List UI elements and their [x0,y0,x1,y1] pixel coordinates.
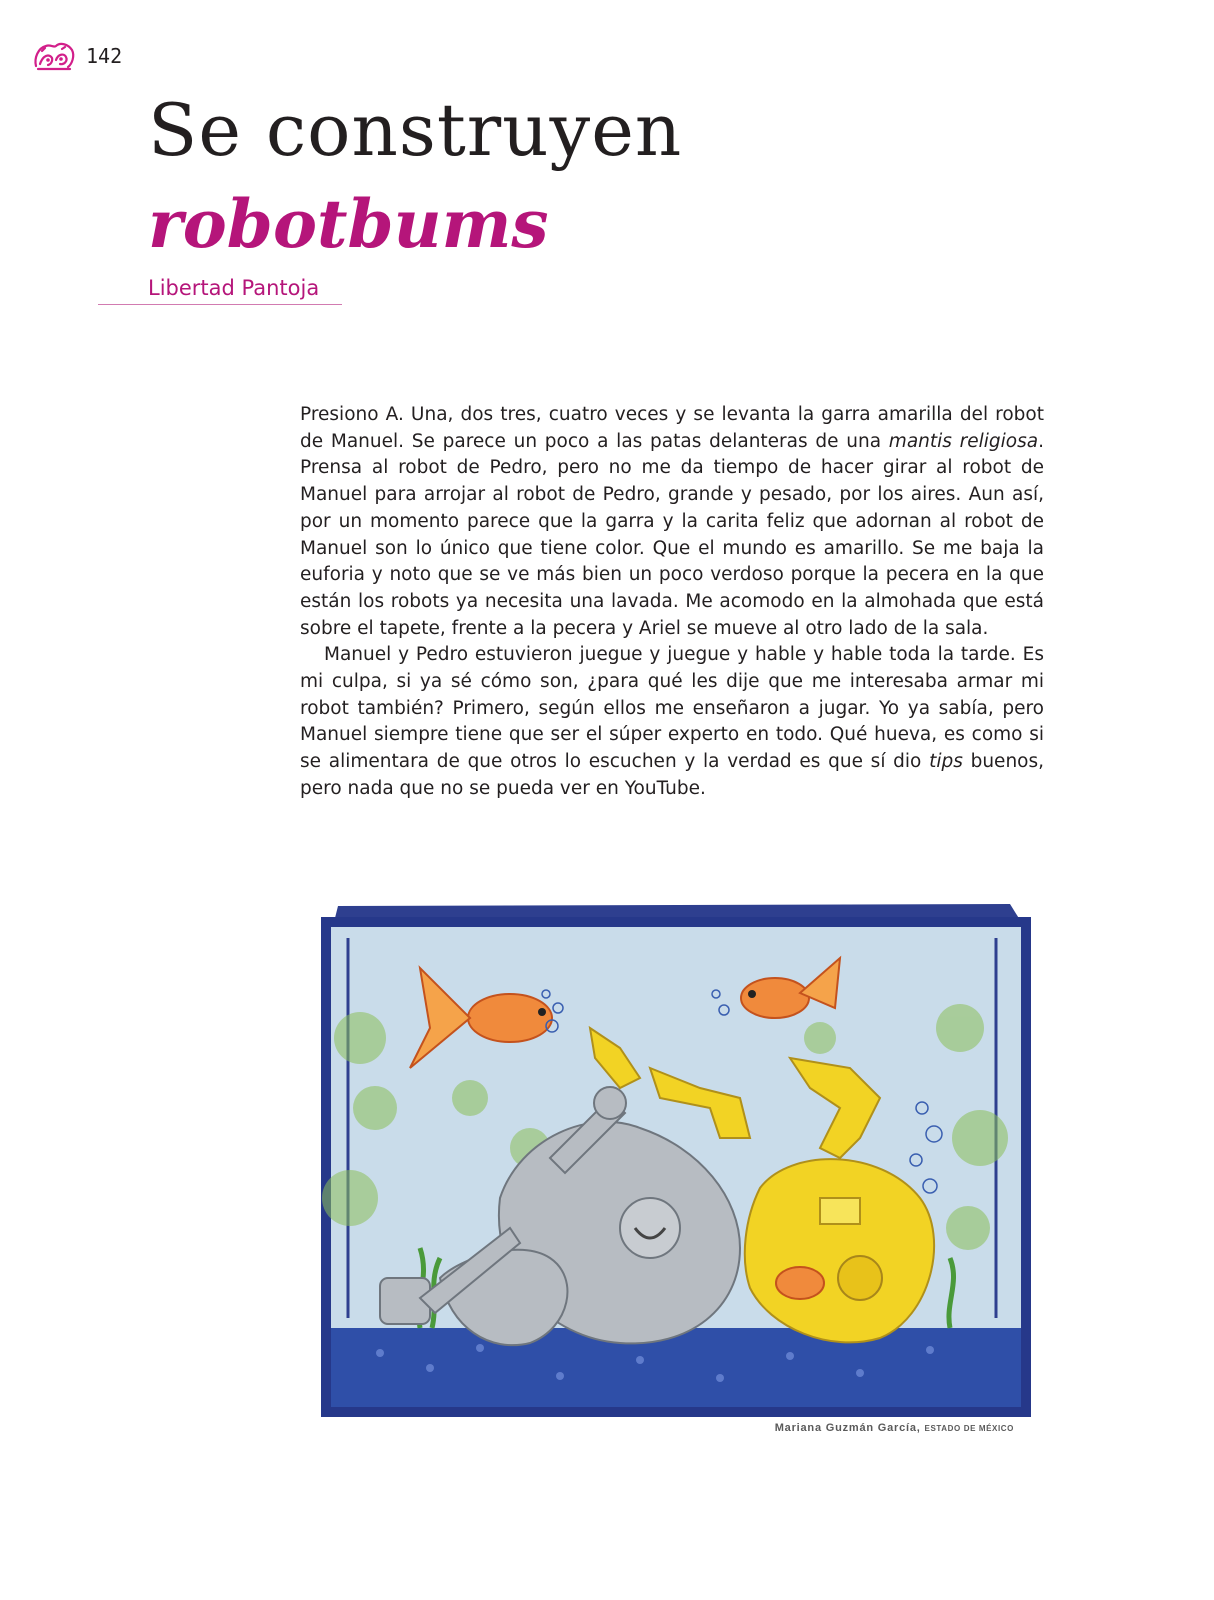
credit-name: Mariana Guzmán García, [774,1422,921,1434]
credit-place: ESTADO DE MÉXICO [924,1424,1014,1433]
paragraph [300,642,1044,802]
paragraph-text: buenos, pero nada que no se pueda ver en YouTube. [300,751,1045,799]
illustration-credit [775,1422,1014,1434]
aquarium-robots-fish-illustration [320,898,1032,1418]
paragraph-text: . Prensa al robot de Pedro, pero no me da tiempo de hacer girar al robot de Manuel para arrojar al robot de Pedro, grande y pesado, por los aires. Aun así, por un momento parece que la garra y la carita feliz que adornan al robot de Manuel son lo único que tiene color. Que el mundo es amarillo. Se me baja la euforia y noto que se ve más bien un poco verdoso porque la pecera en la que están los robots ya necesita una lavada. Me acomodo en la almohada que está sobre el tapete, frente a la pecera y Ariel se mueve al otro lado de la sala. [300,430,1044,639]
paragraph-text: Presiono A. Una, dos tres, cuatro veces y se levanta la garra amarilla del robot de Manuel. Se parece un poco a las patas delanteras de una [300,404,1044,452]
story-text [300,402,1044,803]
author-name: Libertad Pantoja [148,276,320,300]
paragraph [300,402,1044,642]
page-title: Se construyen [148,88,683,172]
paragraph-emphasis: tips [929,751,963,773]
author-underline [98,304,342,305]
ornament-logo-icon [32,40,76,74]
page-title-emphasis: robotbums [148,185,549,263]
paragraph-emphasis: mantis religiosa [888,430,1039,452]
page-number: 142 [86,44,123,68]
paragraph-text: Manuel y Pedro estuvieron juegue y juegue y hable y hable toda la tarde. Es mi culpa, si ya sé cómo son, ¿para qué les dije que me interesaba armar mi robot también? Primero, según ellos me enseñaron a jugar. Yo ya sabía, pero Manuel siempre tiene que ser el súper experto en todo. Qué hueva, es como si se alimentara de que otros lo escuchen y la verdad es que sí dio [300,644,1044,773]
